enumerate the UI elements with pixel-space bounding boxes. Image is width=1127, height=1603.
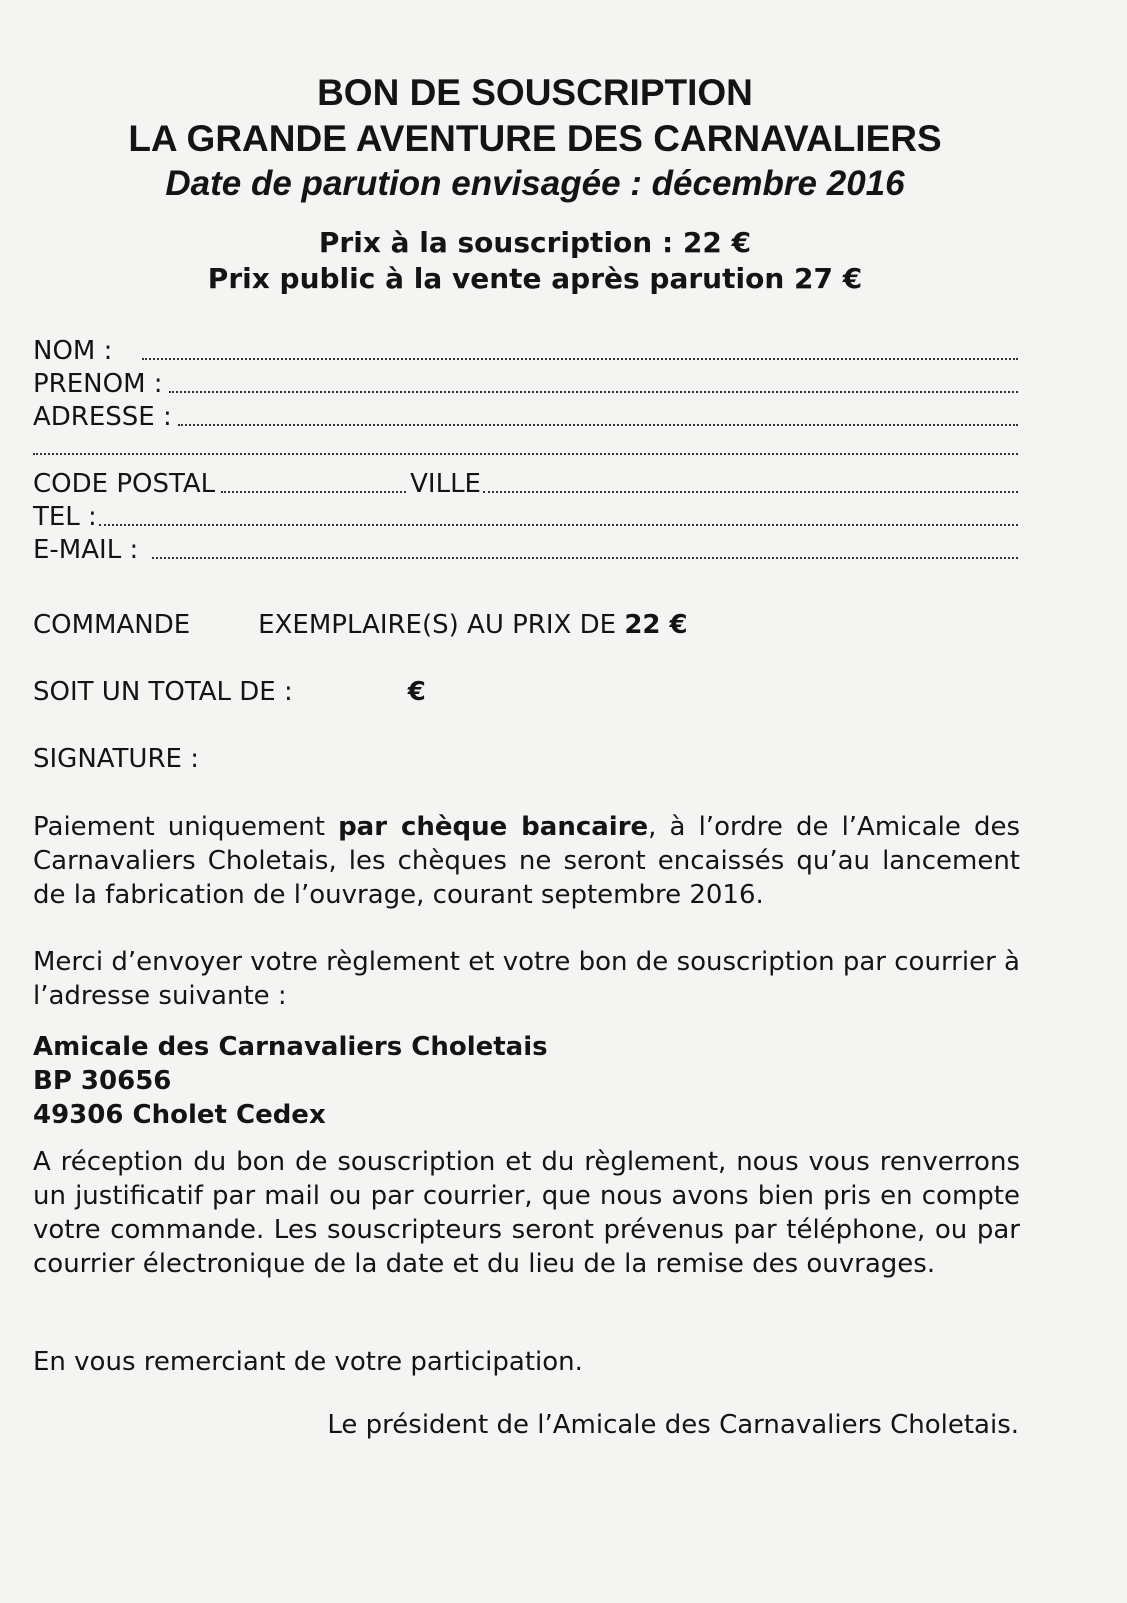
signature-label: SIGNATURE : (33, 744, 199, 774)
tel-label: TEL : (33, 502, 97, 532)
unit-price: 22 € (624, 610, 688, 640)
price-block (0, 225, 1070, 297)
code-postal-row (33, 466, 1018, 499)
payment-intro: Paiement uniquement (33, 812, 339, 842)
address-line-1: Amicale des Carnavaliers Choletais (33, 1032, 548, 1062)
currency-symbol: € (407, 677, 426, 707)
adresse-row-2 (33, 428, 1018, 461)
postal-address (33, 1030, 548, 1132)
price-public: Prix public à la vente après parution 27 € (207, 262, 863, 295)
nom-label: NOM : (33, 336, 113, 366)
thanks-text: En vous remerciant de votre participation. (33, 1347, 583, 1377)
email-row (33, 532, 1018, 565)
ville-label: VILLE (410, 469, 481, 499)
address-line-2: BP 30656 (33, 1066, 172, 1096)
title-line-2: LA GRANDE AVENTURE DES CARNAVALIERS (128, 118, 942, 159)
publication-date: Date de parution envisagée : décembre 2016 (165, 164, 905, 203)
ville-field[interactable] (483, 491, 1018, 493)
adresse-field-line-2[interactable] (33, 453, 1018, 455)
tel-field[interactable] (99, 524, 1018, 526)
commande-label: COMMANDE (33, 610, 191, 640)
confirmation-paragraph: A réception du bon de souscription et du règlement, nous vous renverrons un justificatif par mail ou par courrier, que nous avons bien pris en compte votre commande. Les souscripteurs seront prévenus par téléphone, ou par courrier électronique de la date et du lieu de la remise des ouvrages. (33, 1147, 1020, 1279)
commande-line (33, 610, 688, 640)
president-signoff: Le président de l’Amicale des Carnavaliers Choletais. (327, 1410, 1019, 1440)
title-line-1: BON DE SOUSCRIPTION (317, 72, 753, 113)
email-label: E-MAIL : (33, 535, 139, 565)
email-field[interactable] (152, 557, 1018, 559)
prenom-field[interactable] (169, 391, 1018, 393)
payment-method: par chèque bancaire (338, 812, 649, 842)
nom-field[interactable] (142, 358, 1018, 360)
tel-row (33, 499, 1018, 532)
prenom-row (33, 366, 1018, 399)
price-subscription: Prix à la souscription : 22 € (318, 226, 752, 259)
adresse-field[interactable] (178, 424, 1018, 426)
payment-paragraph (33, 810, 1020, 912)
send-instructions: Merci d’envoyer votre règlement et votre bon de souscription par courrier à l’adresse suivante : (33, 947, 1020, 1011)
payment-rest: , à l’ordre de l’Amicale des Carnavaliers Choletais, les chèques ne seront encaissés qu’au lancement de la fabrication de l’ouvrage, courant septembre 2016. (33, 812, 1021, 910)
code-postal-label: CODE POSTAL (33, 469, 216, 499)
total-label: SOIT UN TOTAL DE : (33, 677, 293, 707)
exemplaires-text: EXEMPLAIRE(S) AU PRIX DE (258, 610, 617, 640)
total-line (33, 677, 426, 707)
code-postal-field[interactable] (221, 491, 406, 493)
prenom-label: PRENOM : (33, 369, 163, 399)
nom-row (33, 333, 1018, 366)
address-line-3: 49306 Cholet Cedex (33, 1100, 326, 1130)
signature-line (33, 744, 199, 774)
adresse-label: ADRESSE : (33, 402, 172, 432)
title-block (0, 70, 1070, 206)
